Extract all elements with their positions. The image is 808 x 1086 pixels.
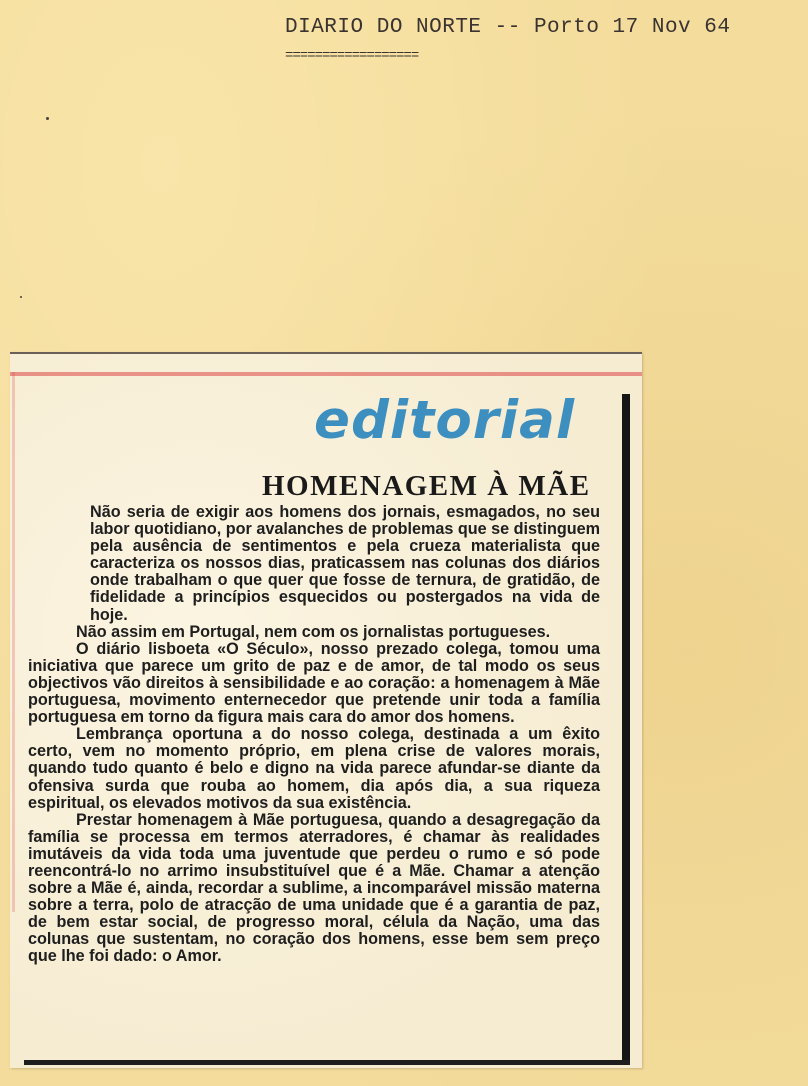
paper-speck — [20, 296, 22, 298]
clipping-top-edge — [10, 352, 642, 354]
newspaper-clipping — [10, 352, 642, 1068]
column-rule-right — [622, 394, 630, 1064]
paper-speck — [46, 117, 49, 120]
article-paragraph: O diário lisboeta «O Século», nosso prezado colega, tomou uma iniciativa que parece um grito de paz e de amor, de tal modo os seus objectivos vão direitos à sensibilidade e ao coração: a homenagem à Mãe portuguesa, movimento enternecedor que pretende unir toda a família portuguesa em torno da figura mais cara do amor dos homens. — [28, 639, 600, 727]
red-pencil-mark — [10, 372, 642, 376]
article-paragraph: Prestar homenagem à Mãe portuguesa, quando a desagregação da família se processa em termos aterradores, é chamar às realidades imutáveis da vida toda uma juventude que perdeu o rumo e só pode reencontrá-lo no arrimo insubstituível que é a Mãe. Chamar a atenção sobre a Mãe é, ainda, recordar a sublime, a incomparável missão materna sobre a terra, polo de atracção de uma unidade que é a garantia de paz, de bem estar social, de progresso moral, célula da Nação, uma das colunas que sustentam, no coração dos homens, esse bem sem preço que lhe foi dado: o Amor. — [28, 810, 600, 966]
article-paragraph: Não seria de exigir aos homens dos jornais, esmagados, no seu labor quotidiano, por avalanches de problemas que se distinguem pela ausência de sentimentos e pela crueza materialista que caracteriza os nossos dias, praticassem nas colunas dos diários onde trabalham o que quer que fosse de ternura, de gratidão, de fidelidade a princípios esquecidos ou postergados na vida de hoje. — [90, 503, 601, 624]
column-rule-bottom — [24, 1060, 630, 1065]
archive-header-line: DIARIO DO NORTE -- Porto 17 Nov 64 — [285, 16, 731, 39]
section-label: editorial — [314, 390, 576, 451]
red-pencil-margin — [12, 372, 15, 912]
article-paragraph: Lembrança oportuna a do nosso colega, destinada a um êxito certo, vem no momento próprio, em plena crise de valores morais, quando tudo quanto é belo e digno na vida parece afundar-se diante da ofensiva surda que rouba ao homem, dia após dia, a sua riqueza espiritual, os elevados motivos da sua existência. — [28, 725, 600, 812]
article-body — [28, 504, 600, 966]
article-paragraph: Não assim em Portugal, nem com os jornalistas portugueses. — [76, 622, 551, 641]
archive-header-underline: ================== — [285, 48, 419, 64]
article-headline: HOMENAGEM À MÃE — [262, 470, 591, 502]
